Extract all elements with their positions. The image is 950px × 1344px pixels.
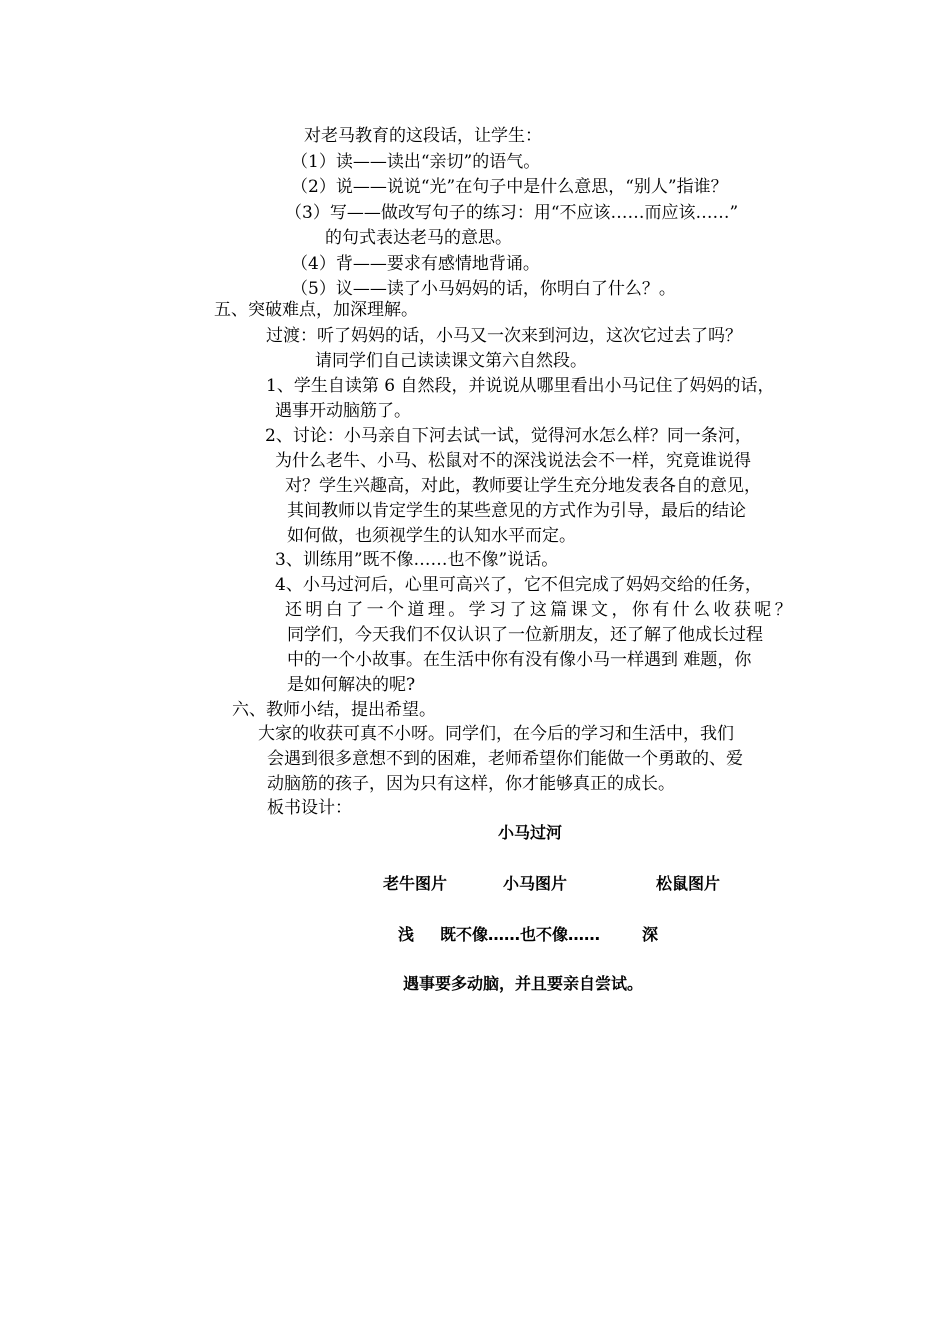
board-phrase: 既不像……也不像…… [440, 925, 601, 944]
text-line: 动脑筋的孩子，因为只有这样，你才能够真正的成长。 [267, 774, 675, 794]
text-line: 板书设计： [267, 798, 352, 818]
text-line: （4）背——要求有感情地背诵。 [291, 254, 540, 274]
text-line: 中的一个小故事。在生活中你有没有像小马一样遇到 难题，你 [287, 650, 752, 670]
section-heading: 六、教师小结，提出希望。 [232, 700, 436, 720]
section-heading: 五、突破难点，加深理解。 [214, 300, 418, 320]
text-line: 对？学生兴趣高，对此，教师要让学生充分地发表各自的意见， [285, 476, 761, 496]
board-shallow: 浅 [398, 925, 415, 944]
board-picture-label: 小马图片 [503, 874, 568, 893]
text-line: 2、讨论：小马亲自下河去试一试，觉得河水怎么样？同一条河， [265, 426, 752, 446]
text-line: 过渡：听了妈妈的话，小马又一次来到河边，这次它过去了吗？ [266, 326, 742, 346]
text-line: （5）议——读了小马妈妈的话，你明白了什么？。 [291, 279, 676, 299]
text-line: 还 明 白 了 一 个 道 理 。 学 习 了 这 篇 课 文 ， 你 有 什 么 收 获 呢 ？ [285, 600, 791, 620]
text-line: （2）说——说说“光”在句子中是什么意思，“别人”指谁？ [291, 177, 728, 197]
text-line: 1、学生自读第 6 自然段，并说说从哪里看出小马记住了妈妈的话， [266, 376, 775, 396]
text-line: 其间教师以肯定学生的某些意见的方式作为引导，最后的结论 [287, 501, 746, 521]
text-line: （1）读——读出“亲切”的语气。 [291, 152, 541, 172]
board-picture-label: 老牛图片 [383, 874, 448, 893]
text-line: 4、小马过河后，心里可高兴了，它不但完成了妈妈交给的任务， [275, 575, 762, 595]
text-line: 3、训练用”既不像……也不像”说话。 [275, 550, 559, 570]
board-title: 小马过河 [498, 823, 563, 842]
text-line: 对老马教育的这段话，让学生： [304, 126, 542, 146]
text-line: 是如何解决的呢? [287, 675, 416, 695]
text-line: 的句式表达老马的意思。 [325, 228, 512, 248]
text-line: 如何做，也须视学生的认知水平而定。 [287, 526, 576, 546]
text-line: （3）写——做改写句子的练习：用“不应该……而应该……” [285, 203, 739, 223]
text-line: 为什么老牛、小马、松鼠对不的深浅说法会不一样，究竟谁说得 [275, 451, 751, 471]
board-picture-label: 松鼠图片 [656, 874, 721, 893]
text-line: 请同学们自己读读课文第六自然段。 [315, 351, 587, 371]
board-deep: 深 [642, 925, 659, 944]
text-line: 同学们，今天我们不仅认识了一位新朋友，还了解了他成长过程 [287, 625, 763, 645]
text-line: 遇事开动脑筋了。 [275, 401, 411, 421]
text-line: 大家的收获可真不小呀。同学们，在今后的学习和生活中，我们 [258, 724, 734, 744]
board-summary: 遇事要多动脑，并且要亲自尝试。 [403, 974, 644, 993]
text-line: 会遇到很多意想不到的困难，老师希望你们能做一个勇敢的、爱 [267, 749, 743, 769]
